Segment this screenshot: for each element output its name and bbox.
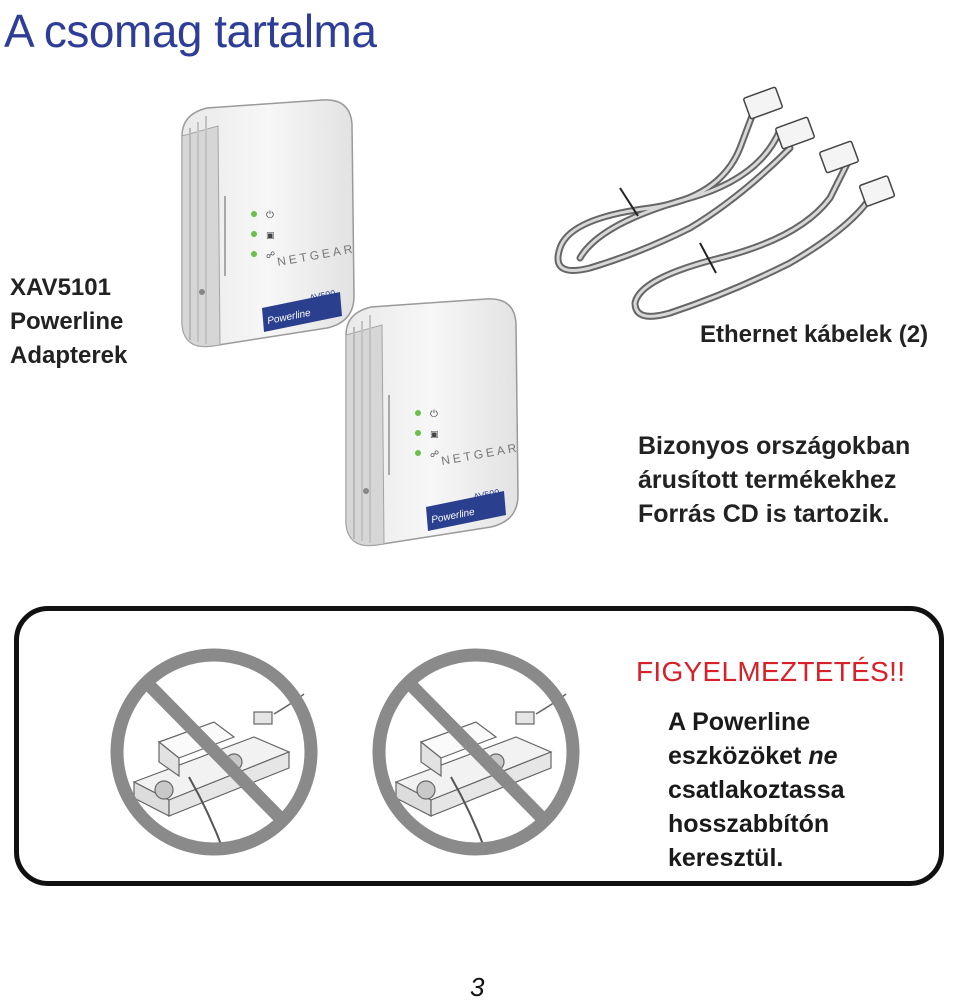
resource-cd-note	[638, 429, 958, 531]
ethernet-cables-illustration	[550, 88, 890, 328]
no-extension-cord-illustration-2	[366, 642, 586, 862]
adapter-label-model: XAV5101	[10, 274, 111, 301]
badge-av500-text: AV500	[308, 288, 337, 303]
adapter-label-line3: Adapterek	[10, 342, 128, 369]
warning-line4: hosszabbítón	[668, 810, 830, 838]
warning-line5: keresztül.	[668, 844, 784, 872]
cd-note-line2: árusított termékekhez	[638, 466, 897, 494]
warning-emphasis-ne: ne	[808, 742, 838, 770]
badge-powerline-text: Powerline	[430, 506, 476, 526]
warning-line3: csatlakoztassa	[668, 776, 845, 804]
no-extension-cord-illustration-1	[104, 642, 324, 862]
badge-powerline-text: Powerline	[266, 307, 312, 327]
cd-note-line3: Forrás CD is tartozik.	[638, 500, 890, 528]
warning-line2-pre: eszközöket	[668, 742, 809, 770]
badge-av500-text: AV500	[472, 487, 501, 502]
warning-line2	[668, 739, 938, 773]
warning-text	[668, 705, 938, 875]
warning-line1: A Powerline	[668, 708, 811, 736]
svg-text:▣: ▣	[266, 231, 275, 241]
svg-text:☍: ☍	[430, 450, 440, 460]
svg-text:☍: ☍	[266, 251, 276, 261]
powerline-adapter-illustration-1	[172, 96, 362, 356]
netgear-logo: NETGEAR	[440, 440, 521, 468]
svg-text:⏻: ⏻	[430, 409, 438, 420]
cd-note-line1: Bizonyos országokban	[638, 432, 911, 460]
page-number: 3	[470, 972, 485, 1002]
adapter-label	[10, 271, 180, 373]
warning-title: FIGYELMEZTETÉS!!	[636, 656, 906, 687]
svg-text:⏻: ⏻	[266, 210, 274, 221]
powerline-adapter-illustration-2	[336, 295, 526, 555]
page-title: A csomag tartalma	[4, 5, 377, 57]
ethernet-cables-label: Ethernet kábelek (2)	[700, 321, 929, 348]
svg-text:▣: ▣	[430, 430, 439, 440]
adapter-label-line2: Powerline	[10, 308, 124, 335]
netgear-logo: NETGEAR	[276, 241, 357, 269]
